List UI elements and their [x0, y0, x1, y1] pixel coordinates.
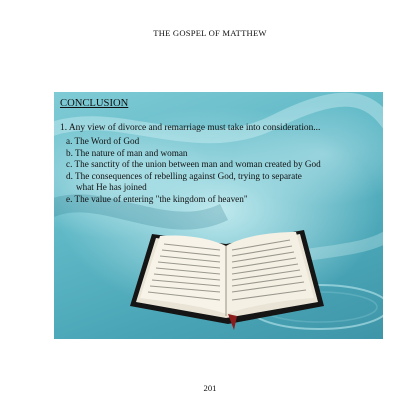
subpoint-d: d. The consequences of rebelling against God, trying to separate what He has joined	[66, 171, 378, 194]
page-number: 201	[203, 383, 217, 393]
running-head: THE GOSPEL OF MATTHEW	[153, 28, 267, 38]
subpoint-b: b. The nature of man and woman	[66, 147, 188, 158]
subpoint-list	[60, 136, 378, 206]
slide-text	[60, 98, 378, 206]
subpoint-c: c. The sanctity of the union between man and woman created by God	[66, 159, 321, 170]
open-bible-icon	[124, 220, 329, 332]
presentation-slide	[54, 92, 383, 339]
subpoint-e: e. The value of entering "the kingdom of heaven"	[66, 193, 248, 204]
subpoint-d-continuation: what He has joined	[76, 182, 147, 193]
subpoint-a: a. The Word of God	[66, 136, 140, 146]
point-1: 1. Any view of divorce and remarriage must take into consideration...	[60, 123, 321, 133]
slide-title: CONCLUSION	[60, 98, 129, 109]
